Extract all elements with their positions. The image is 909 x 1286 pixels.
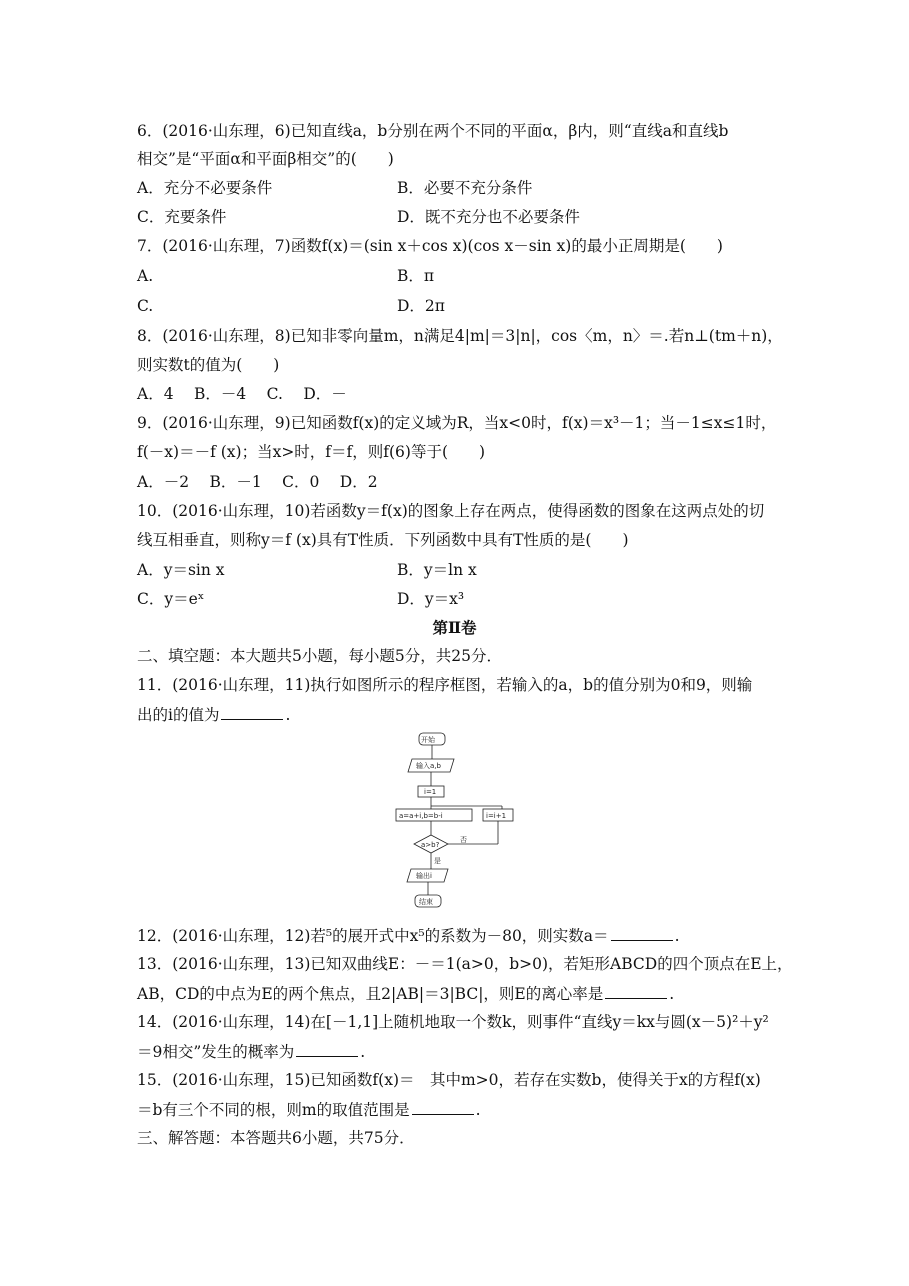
q10-line2: 线互相垂直，则称y＝f (x)具有T性质．下列函数中具有T性质的是( ) [137,531,629,549]
q6-option-b: B．必要不充分条件 [397,179,533,197]
section2-description: 二、填空题：本大题共5小题，每小题5分，共25分． [137,647,502,665]
q8-line2: 则实数t的值为( ) [137,356,280,374]
flowchart-increment-label: i=i+1 [486,812,507,820]
q11-answer-blank[interactable] [221,704,283,720]
section3-description: 三、解答题：本答题共6小题，共75分． [137,1129,415,1147]
flowchart-no-label: 否 [460,836,467,844]
q9-line2: f(－x)＝－f (x)；当x>时，f＝f，则f(6)等于( ) [137,443,486,461]
flowchart-input-label: 输入a,b [416,762,441,770]
q13-line2-text: AB，CD的中点为E的两个焦点，且2|AB|＝3|BC|，则E的离心率是 [137,985,604,1003]
q12-text: 12．(2016·山东理，12)若⁵的展开式中x⁵的系数为－80，则实数a＝ [137,927,609,945]
q14-answer-blank[interactable] [296,1041,358,1057]
q12-end: . [674,927,680,945]
q7-option-d: D．2π [397,297,445,315]
program-flowchart [390,732,520,912]
q15-answer-blank[interactable] [412,1099,474,1115]
q13-end: . [669,985,675,1003]
q15-line2-text: ＝b有三个不同的根，则m的取值范围是 [137,1101,410,1119]
q14-end: . [360,1043,366,1061]
q7-line1: 7．(2016·山东理，7)函数f(x)＝(sin x＋cos x)(cos x－sin x)的最小正周期是( ) [137,237,723,255]
q11-line2 [137,704,290,725]
q12-answer-blank[interactable] [611,925,673,941]
q6-option-d: D．既不充分也不必要条件 [397,208,580,226]
q6-option-c: C．充要条件 [137,208,227,226]
q8-options: A．4 B．－4 C. D．－ [137,385,347,403]
q13-line2 [137,983,674,1004]
q10-option-c: C．y＝eˣ [137,590,205,608]
flowchart-start-label: 开始 [421,736,435,744]
q10-option-a: A．y＝sin x [137,561,225,579]
q7-option-c: C. [137,297,154,315]
q10-option-d: D．y＝x³ [397,590,465,608]
q7-option-b: B．π [397,267,435,285]
q14-line1: 14．(2016·山东理，14)在[－1,1]上随机地取一个数k，则事件“直线y＝kx与圆(x－5)²＋y² [137,1013,769,1031]
q15-line1: 15．(2016·山东理，15)已知函数f(x)＝ 其中m>0，若存在实数b，使得关于x的方程f(x) [137,1071,761,1089]
q11-line1: 11．(2016·山东理，11)执行如图所示的程序框图，若输入的a，b的值分别为0和9，则输 [137,676,753,694]
flowchart-yes-label: 是 [434,857,441,865]
q6-line2: 相交”是“平面α和平面β相交”的( ) [137,150,394,168]
q13-answer-blank[interactable] [605,983,667,999]
q10-option-b: B．y＝ln x [397,561,477,579]
q14-line2-text: ＝9相交”发生的概率为 [137,1043,295,1061]
q6-line1: 6．(2016·山东理，6)已知直线a，b分别在两个不同的平面α，β内，则“直线a和直线b [137,122,729,140]
q14-line2 [137,1041,365,1062]
q9-line1: 9．(2016·山东理，9)已知函数f(x)的定义域为R，当x<0时，f(x)＝x³－1；当－1≤x≤1时， [137,414,777,432]
flowchart-end-label: 结束 [419,898,433,906]
q8-line1: 8．(2016·山东理，8)已知非零向量m，n满足4|m|＝3|n|，cos〈m，n〉＝.若n⊥(tm＋n)， [137,327,783,345]
flowchart-condition-label: a>b? [421,841,440,849]
q15-line2 [137,1099,481,1120]
q7-option-a: A. [137,267,154,285]
q15-end: . [475,1101,481,1119]
q13-line1: 13．(2016·山东理，13)已知双曲线E：－＝1(a>0，b>0)，若矩形ABCD的四个顶点在E上， [137,955,793,973]
flowchart-init-label: i=1 [424,788,437,796]
q9-options: A．－2 B．－1 C．0 D．2 [137,473,378,491]
q6-option-a: A．充分不必要条件 [137,179,273,197]
q10-line1: 10．(2016·山东理，10)若函数y＝f(x)的图象上存在两点，使得函数的图象在这两点处的切 [137,502,765,520]
section2-title: 第Ⅱ卷 [432,618,477,637]
q11-line2-end: . [285,706,291,724]
flowchart-output-label: 输出i [416,872,432,880]
q12-line [137,925,680,946]
q11-line2-text: 出的i的值为 [137,706,220,724]
flowchart-assign-label: a=a+i,b=b-i [399,812,443,820]
